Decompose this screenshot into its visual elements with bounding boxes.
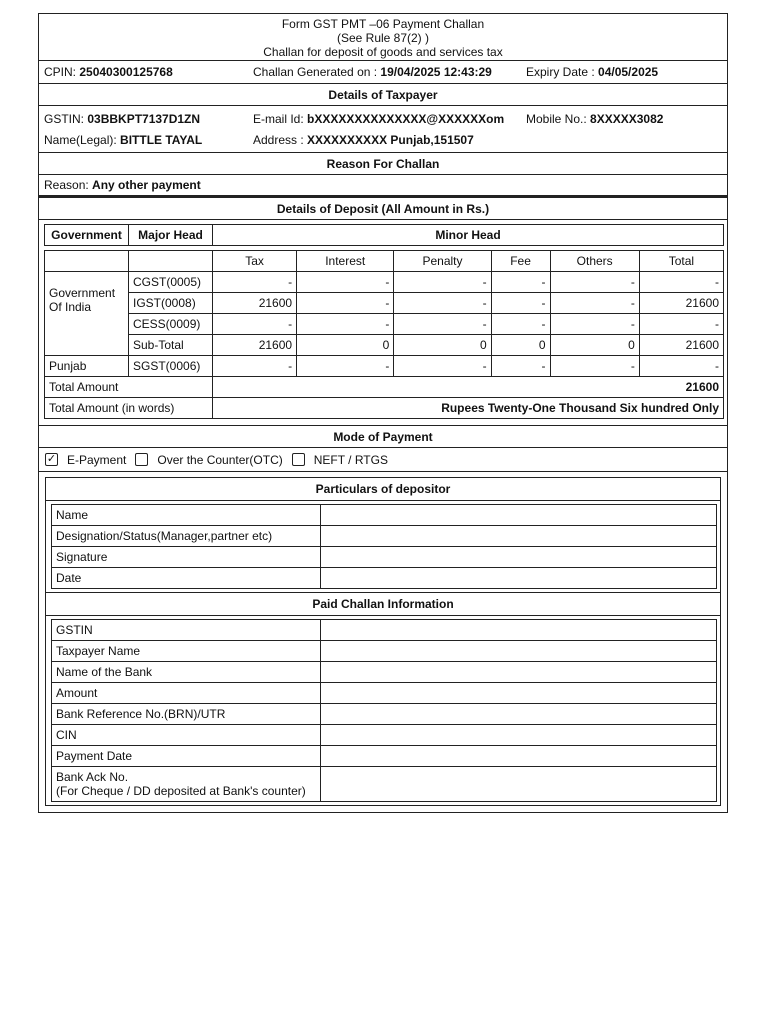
tax-cell: 21600: [213, 293, 297, 314]
bank-ack-value[interactable]: [321, 767, 717, 802]
expiry-label: Expiry Date :: [526, 65, 599, 79]
e-payment-label: E-Payment: [67, 452, 127, 467]
table-row: [52, 526, 717, 547]
table-row: [52, 683, 717, 704]
column-header-penalty: Penalty: [394, 251, 491, 272]
depositor-date-label: Date: [52, 568, 321, 589]
neft-rtgs-checkbox[interactable]: [292, 453, 305, 466]
paid-cin-label: CIN: [52, 725, 321, 746]
table-row: [52, 704, 717, 725]
amount-in-words-label: Total Amount (in words): [45, 398, 213, 419]
paid-bank-name-value[interactable]: [321, 662, 717, 683]
table-row: [52, 568, 717, 589]
amount-column-header-row: [45, 251, 724, 272]
depositor-signature-value[interactable]: [321, 547, 717, 568]
tax-cell: 21600: [213, 335, 297, 356]
others-cell: -: [550, 293, 639, 314]
taxpayer-section-title: Details of Taxpayer: [39, 84, 727, 106]
blank-header-cell: [129, 251, 213, 272]
table-row: [45, 272, 724, 293]
paid-brn-utr-value[interactable]: [321, 704, 717, 725]
subtotal-row: [45, 335, 724, 356]
table-row: [52, 620, 717, 641]
depositor-and-paid-info: [39, 477, 727, 806]
payment-mode-section-title: Mode of Payment: [39, 426, 727, 448]
e-payment-checkbox[interactable]: ✓: [46, 453, 57, 465]
others-cell: 0: [550, 335, 639, 356]
paid-bank-name-label: Name of the Bank: [52, 662, 321, 683]
amount-in-words-row: [45, 398, 724, 419]
paid-amount-label: Amount: [52, 683, 321, 704]
gstin-field: [44, 112, 253, 126]
table-row: [52, 505, 717, 526]
interest-cell: 0: [297, 335, 394, 356]
reason-row: [39, 175, 727, 198]
others-cell: -: [550, 272, 639, 293]
depositor-date-value[interactable]: [321, 568, 717, 589]
depositor-signature-label: Signature: [52, 547, 321, 568]
interest-cell: -: [297, 272, 394, 293]
penalty-cell: -: [394, 293, 491, 314]
deposit-head-table: [44, 224, 724, 246]
deposit-amount-table: [44, 250, 724, 419]
legal-name-value: BITTLE TAYAL: [120, 132, 203, 147]
email-field: [253, 112, 526, 126]
email-label: E-mail Id:: [253, 111, 308, 126]
depositor-designation-value[interactable]: [321, 526, 717, 547]
taxpayer-line-2: [39, 129, 727, 150]
paid-gstin-value[interactable]: [321, 620, 717, 641]
mobile-value: 8XXXXX3082: [590, 111, 664, 126]
form-rule-reference: (See Rule 87(2) ): [336, 31, 430, 45]
state-row: [45, 356, 724, 377]
penalty-cell: -: [394, 272, 491, 293]
table-row: [45, 293, 724, 314]
taxpayer-line-1: [39, 108, 727, 129]
paid-challan-section-title: Paid Challan Information: [46, 592, 720, 616]
total-cell: -: [639, 314, 723, 335]
penalty-cell: -: [394, 314, 491, 335]
bank-ack-title: Bank Ack No.: [56, 770, 129, 784]
otc-label: Over the Counter(OTC): [157, 452, 283, 467]
address-label: Address :: [253, 132, 308, 147]
depositor-table: [51, 504, 717, 589]
cpin-label: CPIN:: [44, 65, 80, 79]
minor-head-header: Minor Head: [213, 225, 724, 246]
column-header-tax: Tax: [213, 251, 297, 272]
total-cell: -: [639, 356, 723, 377]
paid-payment-date-label: Payment Date: [52, 746, 321, 767]
payment-challan-form: [38, 13, 728, 813]
paid-taxpayer-name-label: Taxpayer Name: [52, 641, 321, 662]
payment-mode-options: [39, 448, 727, 472]
others-cell: -: [550, 356, 639, 377]
table-row: [52, 725, 717, 746]
fee-cell: -: [491, 293, 550, 314]
otc-checkbox[interactable]: [135, 453, 148, 466]
bank-ack-label: [52, 767, 321, 802]
total-cell: 21600: [639, 293, 723, 314]
cpin-value: 25040300125768: [79, 65, 173, 79]
bank-ack-note: (For Cheque / DD deposited at Bank's counter): [56, 784, 306, 798]
major-head-cell: IGST(0008): [129, 293, 213, 314]
challan-meta-row: [39, 61, 727, 84]
paid-taxpayer-name-value[interactable]: [321, 641, 717, 662]
interest-cell: -: [297, 356, 394, 377]
fee-cell: 0: [491, 335, 550, 356]
paid-cin-value[interactable]: [321, 725, 717, 746]
generated-label: Challan Generated on :: [253, 65, 381, 79]
table-row: [52, 547, 717, 568]
mobile-field: [526, 112, 663, 126]
tax-cell: -: [213, 356, 297, 377]
legal-name-field: [44, 133, 253, 147]
major-head-cell: CGST(0005): [129, 272, 213, 293]
state-government-cell: Punjab: [45, 356, 129, 377]
column-header-fee: Fee: [491, 251, 550, 272]
table-row: [52, 641, 717, 662]
reason-section-title: Reason For Challan: [39, 153, 727, 175]
depositor-name-label: Name: [52, 505, 321, 526]
deposit-details: [39, 224, 727, 426]
depositor-designation-label: Designation/Status(Manager,partner etc): [52, 526, 321, 547]
depositor-section-title: Particulars of depositor: [46, 478, 720, 501]
fee-cell: -: [491, 356, 550, 377]
paid-brn-utr-label: Bank Reference No.(BRN)/UTR: [52, 704, 321, 725]
penalty-cell: -: [394, 356, 491, 377]
paid-amount-value[interactable]: [321, 683, 717, 704]
reason-label: Reason:: [44, 178, 89, 192]
major-head-cell: CESS(0009): [129, 314, 213, 335]
total-amount-label: Total Amount: [45, 377, 213, 398]
paid-gstin-label: GSTIN: [52, 620, 321, 641]
depositor-name-value[interactable]: [321, 505, 717, 526]
form-header: [39, 14, 727, 61]
taxpayer-details: [39, 106, 727, 153]
total-amount-value: 21600: [213, 377, 724, 398]
gstin-value: 03BBKPT7137D1ZN: [87, 111, 201, 126]
paid-challan-table: [51, 619, 717, 802]
blank-header-cell: [45, 251, 129, 272]
total-cell: -: [639, 272, 723, 293]
column-header-interest: Interest: [297, 251, 394, 272]
government-of-india-cell: Government Of India: [45, 272, 129, 356]
address-field: [253, 133, 474, 147]
deposit-section-title: Details of Deposit (All Amount in Rs.): [39, 198, 727, 220]
expiry-date-field: [526, 65, 658, 79]
table-row: [52, 767, 717, 802]
major-head-header: Major Head: [129, 225, 213, 246]
legal-name-label: Name(Legal):: [44, 132, 121, 147]
tax-cell: -: [213, 272, 297, 293]
cpin-field: [44, 65, 253, 79]
table-row: [45, 314, 724, 335]
others-cell: -: [550, 314, 639, 335]
generated-value: 19/04/2025 12:43:29: [380, 65, 492, 79]
tax-cell: -: [213, 314, 297, 335]
neft-rtgs-label: NEFT / RTGS: [313, 452, 388, 467]
depositor-box: [45, 477, 721, 806]
table-row: [52, 746, 717, 767]
interest-cell: -: [297, 293, 394, 314]
address-value: XXXXXXXXXX Punjab,151507: [307, 132, 474, 147]
fee-cell: -: [491, 314, 550, 335]
gstin-label: GSTIN:: [44, 111, 88, 126]
total-cell: 21600: [639, 335, 723, 356]
email-value: bXXXXXXXXXXXXXX@XXXXXXom: [307, 111, 505, 126]
expiry-value: 04/05/2025: [598, 65, 659, 79]
major-head-cell: SGST(0006): [129, 356, 213, 377]
column-header-others: Others: [550, 251, 639, 272]
interest-cell: -: [297, 314, 394, 335]
penalty-cell: 0: [394, 335, 491, 356]
reason-value: Any other payment: [92, 178, 201, 192]
paid-payment-date-value[interactable]: [321, 746, 717, 767]
form-title: Form GST PMT –06 Payment Challan: [281, 17, 485, 31]
major-head-cell: Sub-Total: [129, 335, 213, 356]
government-header: Government: [45, 225, 129, 246]
amount-in-words-value: Rupees Twenty-One Thousand Six hundred Only: [213, 398, 724, 419]
generated-on-field: [253, 65, 526, 79]
fee-cell: -: [491, 272, 550, 293]
column-header-total: Total: [639, 251, 723, 272]
total-amount-row: [45, 377, 724, 398]
table-row: [52, 662, 717, 683]
form-subtitle: Challan for deposit of goods and services tax: [263, 45, 503, 59]
mobile-label: Mobile No.:: [526, 111, 591, 126]
